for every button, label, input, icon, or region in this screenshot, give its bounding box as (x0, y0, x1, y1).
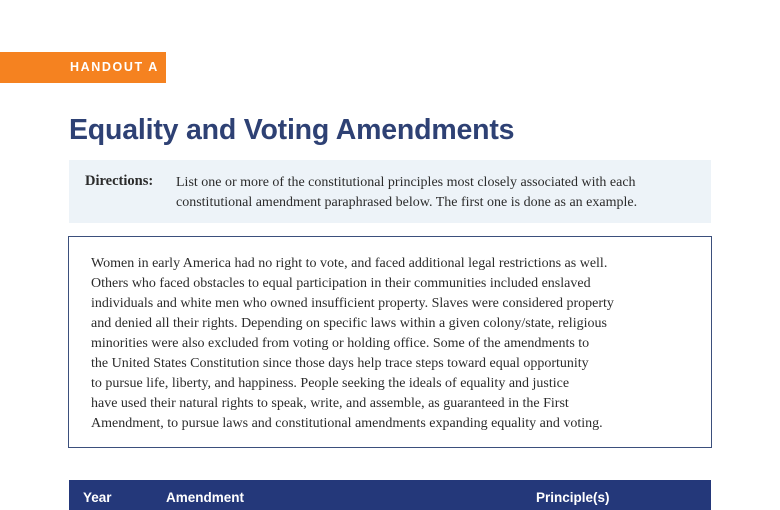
header-principles: Principle(s) (536, 490, 610, 505)
reading-line: individuals and white men who owned insufficient property. Slaves were considered property (91, 296, 614, 311)
reading-line: Amendment, to pursue laws and constitutional amendments expanding equality and voting. (91, 416, 603, 431)
directions-label: Directions: (85, 173, 154, 189)
header-amendment: Amendment (166, 490, 245, 505)
directions-text: List one or more of the constitutional principles most closely associated with each constitutional amendment paraphrased below. The first one is done as an example. (176, 175, 638, 210)
directions-box (69, 160, 711, 223)
reading-line: minorities were also excluded from voting or holding office. Some of the amendments to (91, 336, 590, 351)
reading-line: Women in early America had no right to vote, and faced additional legal restrictions as well. (91, 256, 608, 271)
reading-line: and denied all their rights. Depending on specific laws within a given colony/state, religious (91, 316, 607, 331)
header-year: Year (83, 490, 112, 505)
reading-line: the United States Constitution since those days help trace steps toward equal opportunity (91, 356, 589, 371)
reading-passage (68, 236, 712, 448)
reading-line: Others who faced obstacles to equal participation in their communities included enslaved (91, 276, 591, 291)
table-header (69, 480, 711, 510)
reading-line: to pursue life, liberty, and happiness. People seeking the ideals of equality and justice (91, 376, 570, 391)
handout-label: HANDOUT A (0, 52, 166, 83)
page-title: Equality and Voting Amendments (69, 114, 515, 146)
reading-line: have used their natural rights to speak, write, and assemble, as guaranteed in the First (91, 396, 569, 411)
